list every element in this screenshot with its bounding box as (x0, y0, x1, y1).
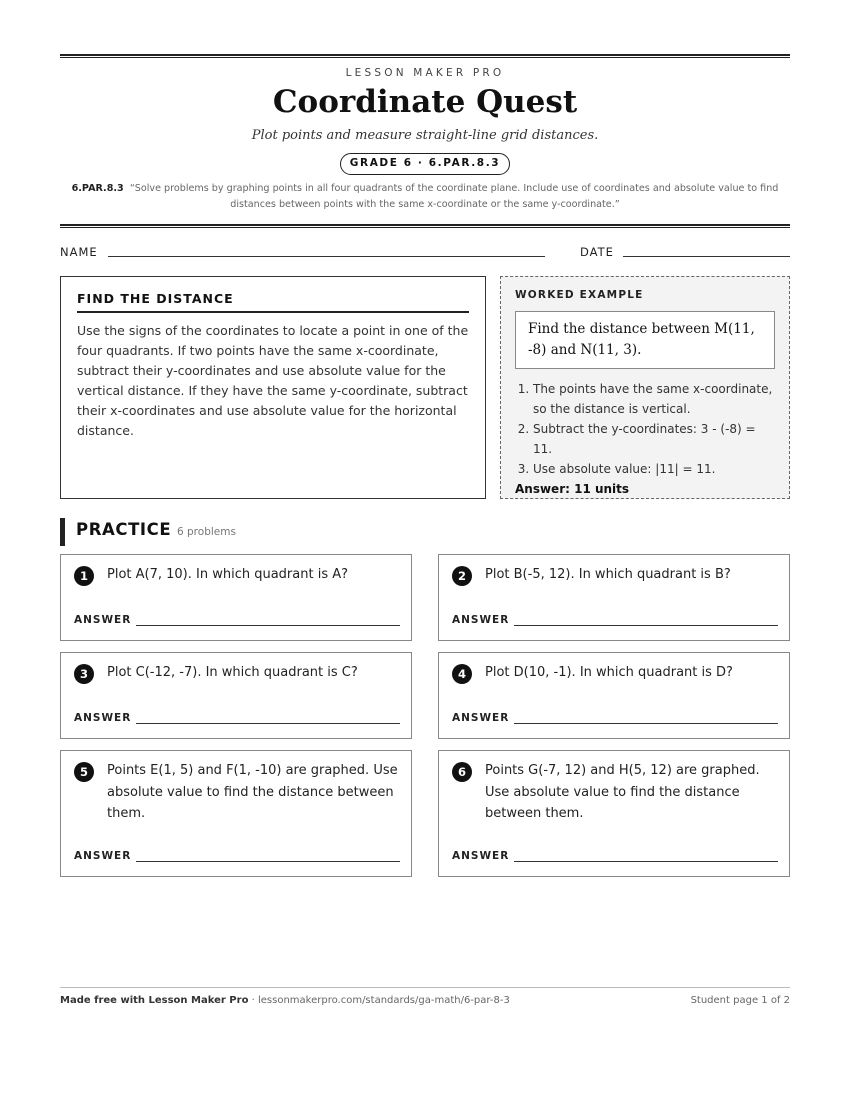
answer-label: ANSWER (74, 712, 132, 724)
problem-text: Plot B(-5, 12). In which quadrant is B? (485, 567, 731, 582)
find-distance-box (60, 276, 486, 499)
brand-name: LESSON MAKER PRO (345, 67, 505, 79)
answer-label: ANSWER (452, 614, 510, 626)
problem-number-badge: 2 (452, 566, 472, 586)
header-top-rule (60, 54, 790, 58)
find-distance-heading: FIND THE DISTANCE (77, 291, 469, 313)
worksheet-page (60, 0, 790, 1100)
problem-text: Plot A(7, 10). In which quadrant is A? (107, 567, 349, 582)
standard-text: “Solve problems by graphing points in all four quadrants of the coordinate plane. Include use of coordinates and absolute value to find distances between points with the same x-coordinate or the same y-coordinate.” (129, 183, 779, 210)
problem-number-badge: 1 (74, 566, 94, 586)
answer-line[interactable] (514, 723, 778, 724)
worked-example-step: 1. The points have the same x-coordinate, so the distance is vertical. (533, 379, 775, 419)
answer-label: ANSWER (452, 712, 510, 724)
practice-title: PRACTICE (76, 520, 172, 539)
problem-number-badge: 3 (74, 664, 94, 684)
worked-example-heading: WORKED EXAMPLE (515, 289, 644, 301)
answer-line[interactable] (514, 625, 778, 626)
problem-number-badge: 6 (452, 762, 472, 782)
answer-line[interactable] (136, 723, 400, 724)
date-field-line[interactable] (623, 256, 790, 257)
practice-count: 6 problems (177, 526, 236, 538)
student-fields (60, 245, 790, 261)
page-title: Coordinate Quest (272, 84, 578, 120)
find-distance-body: Use the signs of the coordinates to locate a point in one of the four quadrants. If two points have the same x-coordinate, subtract their y-coordinates and use absolute value for the vertical distance. If they have the same y-coordinate, subtract their x-coordinates and use absolute value for the horizontal distance. (77, 323, 469, 438)
footer-page-number: Student page 1 of 2 (690, 995, 790, 1006)
answer-label: ANSWER (74, 850, 132, 862)
worked-example-steps (515, 379, 775, 479)
footer-made-with: Made free with Lesson Maker Pro (60, 995, 249, 1006)
answer-line[interactable] (136, 625, 400, 626)
problem-card-6 (438, 750, 790, 877)
problem-card-2 (438, 554, 790, 641)
grade-badge: GRADE 6 · 6.PAR.8.3 (340, 153, 510, 175)
answer-line[interactable] (136, 861, 400, 862)
problem-card-5 (60, 750, 412, 877)
problem-number-badge: 5 (74, 762, 94, 782)
problem-text: Points G(-7, 12) and H(5, 12) are graphed. Use absolute value to find the distance between them. (485, 763, 760, 821)
standard-description (60, 181, 790, 213)
name-label: NAME (60, 245, 98, 259)
problem-text: Plot C(-12, -7). In which quadrant is C? (107, 665, 358, 680)
page-subtitle: Plot points and measure straight-line grid distances. (251, 128, 599, 143)
worked-example-step: 3. Use absolute value: |11| = 11. (533, 459, 775, 479)
answer-label: ANSWER (452, 850, 510, 862)
practice-accent-bar (60, 518, 65, 546)
worked-example-answer: Answer: 11 units (515, 482, 630, 496)
problem-card-3 (60, 652, 412, 739)
problem-card-4 (438, 652, 790, 739)
problem-card-1 (60, 554, 412, 641)
footer-credit (60, 995, 510, 1006)
answer-line[interactable] (514, 861, 778, 862)
problem-number-badge: 4 (452, 664, 472, 684)
answer-label: ANSWER (74, 614, 132, 626)
worked-example-box (500, 276, 790, 499)
standard-code: 6.PAR.8.3 (71, 183, 124, 194)
worked-example-step: 2. Subtract the y-coordinates: 3 - (-8) = 11. (533, 419, 775, 459)
problem-text: Plot D(10, -1). In which quadrant is D? (485, 665, 733, 680)
footer-url[interactable]: · lessonmakerpro.com/standards/ga-math/6-par-8-3 (248, 995, 510, 1006)
header-bottom-rule (60, 224, 790, 228)
worked-example-problem: Find the distance between M(11, -8) and N(11, 3). (515, 311, 775, 369)
footer-rule (60, 987, 790, 988)
date-label: DATE (580, 245, 614, 259)
name-field-line[interactable] (108, 256, 545, 257)
problem-text: Points E(1, 5) and F(1, -10) are graphed. Use absolute value to find the distance between them. (107, 763, 398, 821)
